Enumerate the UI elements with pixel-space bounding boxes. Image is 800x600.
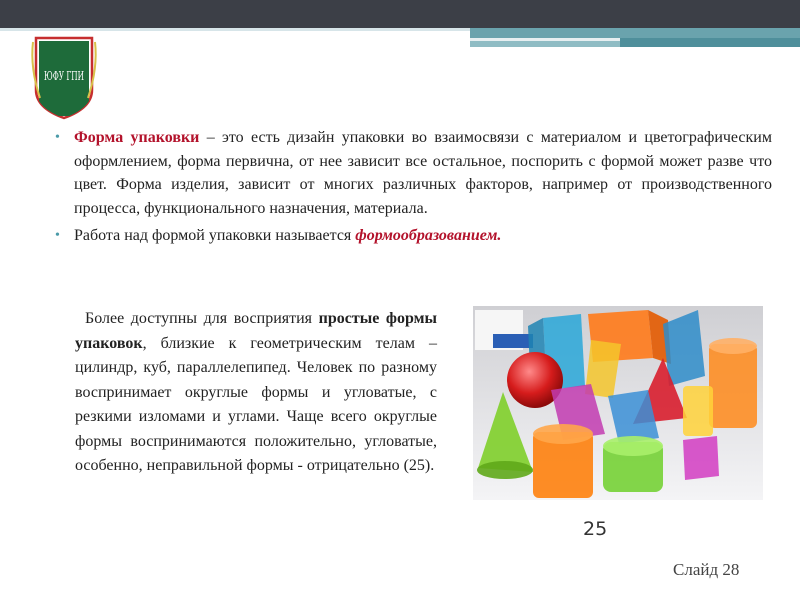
logo-text: ЮФУ ГПИ [44, 69, 84, 83]
bullet-item-packaging-form [52, 126, 772, 220]
body-text-part-2: , близкие к геометрическим телам – цилиндр, куб, параллелепипед. Человек по разному воспринимает округлые формы и угловатые, с резкими изломами и углами. Чаще всего округлые формы воспринимаются положительно, угловатые, особенно, неправильной формы - отрицательно (25). [75, 334, 437, 474]
bullet-icon: • [55, 130, 60, 145]
bullet-text-1: – это есть дизайн упаковки во взаимосвязи с материалом и цветографическим оформлением, форма первична, от нее зависит все остальное, поспорить с формой может разве что цвет. Форма изделия, зависит от многих различных факторов, например от производственного процесса, функционального назначения, материала. [74, 129, 772, 217]
term-packaging-form: Форма упаковки [74, 129, 200, 146]
slide-number-label: Слайд 28 [673, 560, 740, 579]
bullet-text-2: Работа над формой упаковки называется [74, 227, 356, 244]
bullet-icon: • [55, 228, 60, 243]
reference-number: 25 [583, 518, 608, 540]
geometric-shapes-photo [473, 306, 763, 500]
body-paragraph [75, 307, 437, 479]
term-form-making: формообразованием. [355, 227, 502, 244]
header-band [0, 28, 800, 56]
bullet-list [52, 126, 772, 252]
university-logo [30, 28, 98, 120]
body-bold-phrase: простые формы упаковок [75, 310, 437, 352]
body-text-part-1: Более доступны для восприятия [85, 310, 319, 327]
bullet-item-form-work [52, 224, 772, 248]
top-dark-bar [0, 0, 800, 28]
